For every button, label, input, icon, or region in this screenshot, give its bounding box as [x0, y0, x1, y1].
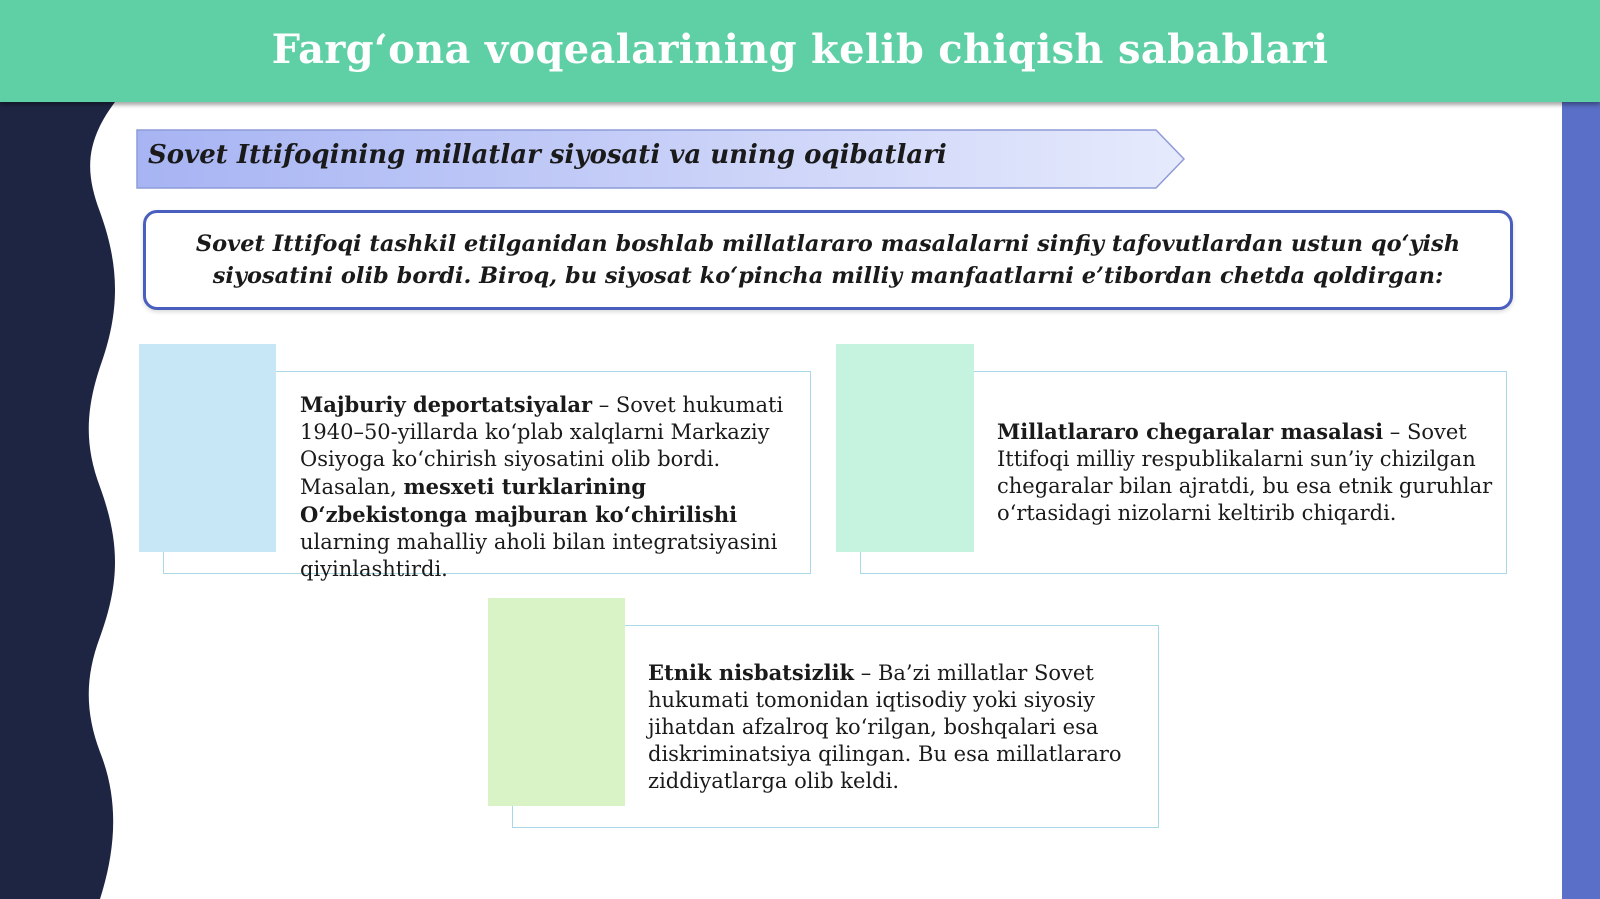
slide-header [0, 0, 1600, 102]
right-accent-bar [1562, 102, 1600, 899]
intro-box [143, 210, 1513, 310]
card-ethnic-term: Etnik nisbatsizlik [648, 660, 855, 685]
card-deportation-desc-a: – Sovet hukumati 1940–50-yillarda ko‘plab xalqlarni Markaziy Osiyoga ko‘chirish siyosatini olib bordi. Masalan, [300, 393, 784, 499]
card-borders-text [997, 418, 1497, 527]
card-deportation-term: Majburiy deportatsiyalar [300, 392, 593, 417]
left-wave-decoration [0, 102, 130, 899]
card-ethnic-accent [488, 598, 625, 806]
section-banner-title: Sovet Ittifoqining millatlar siyosati va uning oqibatlari [148, 140, 947, 170]
card-ethnic-text [648, 659, 1128, 795]
slide-title: Farg‘ona voqealarining kelib chiqish sabablari [271, 26, 1329, 73]
card-borders-term: Millatlararo chegaralar masalasi [997, 419, 1384, 444]
card-ethnic-desc: – Ba’zi millatlar Sovet hukumati tomonidan iqtisodiy yoki siyosiy jihatdan afzalroq ko‘rilgan, boshqalari esa diskriminatsiya qilingan. Bu esa millatlararo ziddiyatlarga olib keldi. [648, 661, 1122, 793]
card-deportation-accent [139, 344, 276, 552]
card-borders-desc: – Sovet Ittifoqi milliy respublikalarni sun’iy chizilgan chegaralar bilan ajratdi, bu esa etnik guruhlar o‘rtasidagi nizolarni keltirib chiqardi. [997, 420, 1493, 525]
card-deportation-desc-b: ularning mahalliy aholi bilan integratsiyasini qiyinlashtirdi. [300, 530, 778, 581]
card-deportation-emphasis: mesxeti turklarining O‘zbekistonga majburan ko‘chirilishi [300, 474, 738, 527]
card-borders-accent [836, 344, 974, 552]
card-deportation-text [300, 391, 800, 583]
intro-text: Sovet Ittifoqi tashkil etilganidan boshlab millatlararo masalalarni sinfiy tafovutlardan ustun qo‘yish siyosatini olib bordi. Biroq, bu siyosat ko‘pincha milliy manfaatlarni e’tibordan chetda qoldirgan: [195, 231, 1461, 289]
